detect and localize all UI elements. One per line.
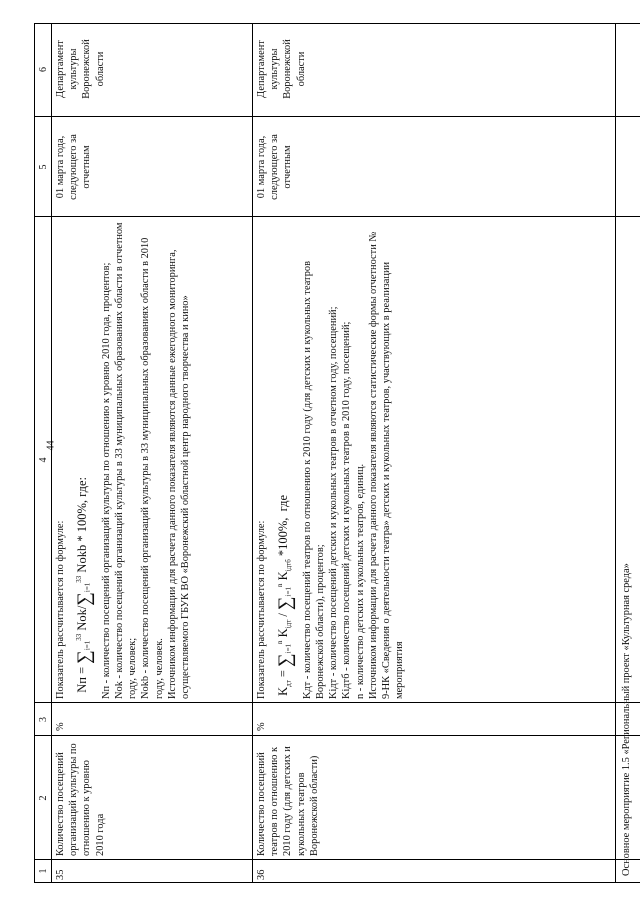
header-col-4: 4 [38,457,49,463]
method-line: Kiдт - количество посещений детских и кукольных театров в отчетном году, посещений; [328,306,340,699]
col-divider [35,859,640,860]
unit: % [55,722,66,731]
section-footer: Основное мероприятие 1.5 «Региональный проект «Культурная среда» [621,563,632,876]
method-intro: Показатель рассчитывается по формуле: [55,520,66,699]
header-col-6: 6 [38,67,49,72]
method-line: Nok - количество посещений организаций культуры в 33 муниципальных образованиях области в отчетном году, человек; [114,222,139,699]
calculation-method [255,221,406,699]
indicators-table [34,23,640,883]
method-line: Источником информации для расчета данного показателя являются статистические формы отчетности № 9-НК «Сведения о деятельности театра» детских и кукольных театров, участвующих в реализации мероприятия [367,231,406,699]
page-number: 44 [45,440,57,451]
method-line: Источником информации для расчета данного показателя являются данные ежегодного мониторинга, осуществляемого ГБУК ВО «Воронежский областной центр народного творчества и кино» [166,249,192,699]
indicator-name: Количество посещений организаций культуры по отношению к уровню 2010 года [55,743,106,856]
row-divider [615,24,616,882]
row-divider [252,24,253,882]
col-divider [35,702,640,703]
header-col-3: 3 [38,717,49,722]
deadline: 01 марта года, следующего за отчетным [256,134,294,200]
indicator-name: Количество посещений театров по отношению к 2010 году (для детских и кукольных театров Воронежской области) [256,746,320,856]
table-grid [34,23,640,883]
method-line: Nokb - количество посещений организаций культуры в 33 муниципальных образованиях области в 2010 году, человек. [140,237,165,699]
header-col-5: 5 [38,164,49,170]
responsible: Департамент культуры Воронежской области [256,39,307,99]
formula: $K_{дт} = \sum_{i=1}^n$ $K_{iдт} / \sum_{i=1}^n$ $K_{iдтб}$ *100%, где [275,494,297,699]
method-line: Nп - количество посещений организаций культуры по отношению к уровню 2010 года, процентов; [100,262,112,699]
method-intro: Показатель рассчитывается по формуле: [256,520,267,699]
method-line: Kдт - количество посещений театров по отношению к 2010 году (для детских и кукольных театров Воронежской области), процентов; [301,260,327,699]
responsible: Департамент культуры Воронежской области [55,39,106,99]
unit: % [256,722,267,731]
calculation-method [54,221,192,699]
row-divider [51,24,52,882]
header-col-2: 2 [38,795,49,801]
col-divider [35,735,640,736]
row-number: 36 [256,869,267,880]
header-col-1: 1 [38,868,49,874]
formula: Nп = $\sum_{i=1}^{33}$ Nok/$\sum_{i=1}^{33}$ Nokb * 100%, где: [74,476,96,699]
deadline: 01 марта года, следующего за отчетным [55,134,93,200]
method-line: Kiдтб - количество посещений детских и кукольных театров в 2010 году, посещений; [341,321,353,699]
col-divider [35,116,640,117]
method-line: n - количество детских и кукольных театров, единиц. [354,463,366,699]
col-divider [35,216,640,217]
row-number: 35 [55,869,66,880]
